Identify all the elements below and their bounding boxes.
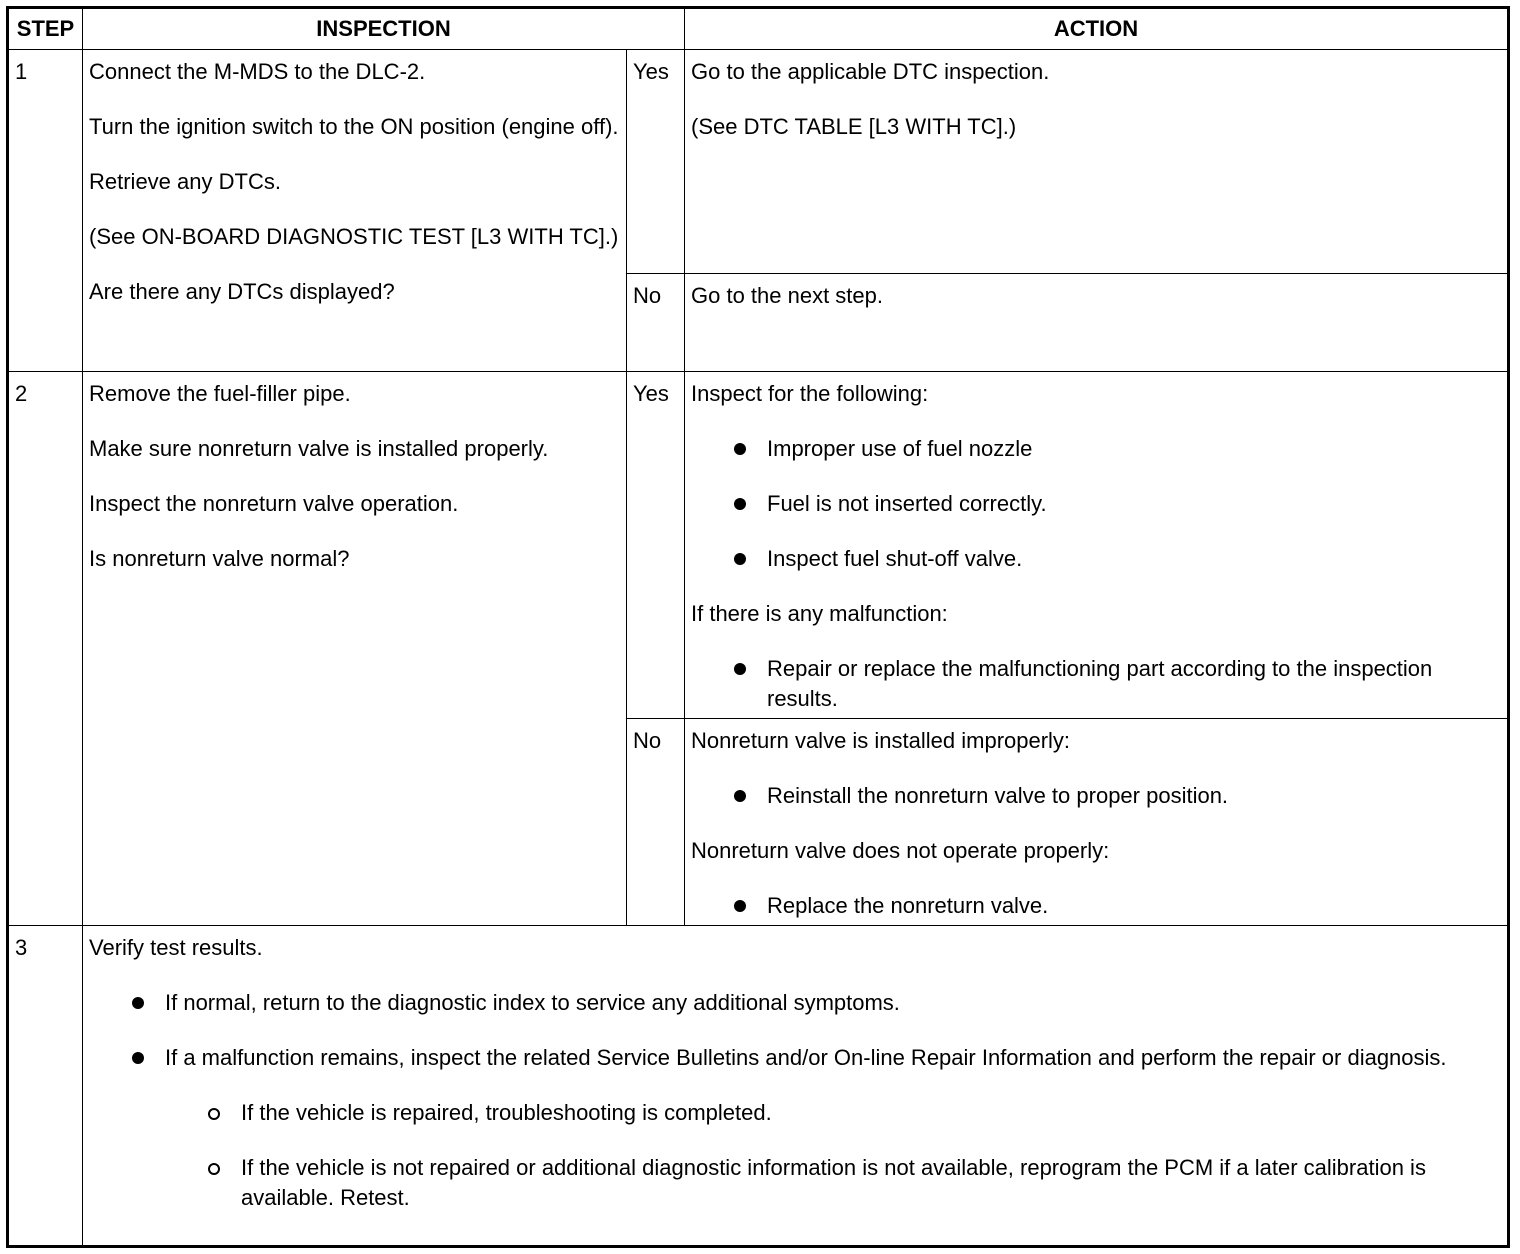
action-header: ACTION — [685, 8, 1509, 50]
step3-row — [8, 926, 1509, 1247]
list-item: Reinstall the nonreturn valve to proper position. — [731, 781, 1501, 811]
list-item: Repair or replace the malfunctioning part according to the inspection results. — [731, 654, 1501, 714]
step1-yes-label: Yes — [627, 50, 685, 274]
step2-yes-action — [685, 372, 1509, 719]
step1-no-action-line: Go to the next step. — [691, 283, 884, 308]
list-item: If the vehicle is repaired, troubleshooting is completed. — [203, 1098, 1501, 1128]
step1-yes-row — [8, 50, 1509, 274]
list-item — [129, 1043, 1501, 1213]
step3-bullet2-text: If a malfunction remains, inspect the related Service Bulletins and/or On-line Repair Information and perform the repair or diagnosis. — [165, 1045, 1447, 1070]
step-header: STEP — [8, 8, 83, 50]
step2-yes-intro: Inspect for the following: — [691, 381, 929, 406]
step2-number: 2 — [8, 372, 83, 926]
step1-number: 1 — [8, 50, 83, 372]
step1-yes-action — [685, 50, 1509, 274]
inspection-header: INSPECTION — [83, 8, 685, 50]
step2-yes-label: Yes — [627, 372, 685, 719]
step3-content — [83, 926, 1509, 1247]
step1-inspection-line: Turn the ignition switch to the ON position (engine off). — [89, 114, 619, 139]
list-item: If the vehicle is not repaired or additional diagnostic information is not available, reprogram the PCM if a later calibration is available. Retest. — [203, 1153, 1501, 1213]
header-row — [8, 8, 1509, 50]
step2-inspection-line: Make sure nonreturn valve is installed properly. — [89, 436, 549, 461]
step1-inspection-line: Connect the M-MDS to the DLC-2. — [89, 59, 426, 84]
step3-bullet-list — [89, 988, 1501, 1213]
step1-question: Are there any DTCs displayed? — [89, 279, 395, 304]
step2-inspection-line: Remove the fuel-filler pipe. — [89, 381, 351, 406]
step2-yes-bullet-list — [691, 434, 1501, 574]
step2-no-label: No — [627, 719, 685, 926]
step1-inspection — [83, 50, 627, 372]
step2-no-bullet-list-1 — [691, 781, 1501, 811]
step1-inspection-line: Retrieve any DTCs. — [89, 169, 281, 194]
step2-inspection-line: Inspect the nonreturn valve operation. — [89, 491, 459, 516]
step1-no-label: No — [627, 274, 685, 372]
step1-inspection-line: (See ON-BOARD DIAGNOSTIC TEST [L3 WITH TC].) — [89, 224, 619, 249]
step3-intro: Verify test results. — [89, 935, 263, 960]
step2-yes-malfunction-list — [691, 654, 1501, 714]
step2-no-intro1: Nonreturn valve is installed improperly: — [691, 728, 1071, 753]
list-item: Improper use of fuel nozzle — [731, 434, 1501, 464]
step2-no-action — [685, 719, 1509, 926]
list-item: Replace the nonreturn valve. — [731, 891, 1501, 921]
list-item: Fuel is not inserted correctly. — [731, 489, 1501, 519]
step3-sub-bullet-list — [203, 1098, 1501, 1213]
step2-no-intro2: Nonreturn valve does not operate properly: — [691, 838, 1110, 863]
step1-yes-action-line: Go to the applicable DTC inspection. — [691, 59, 1050, 84]
step2-yes-row — [8, 372, 1509, 719]
step2-question: Is nonreturn valve normal? — [89, 546, 350, 571]
step2-yes-malfunction: If there is any malfunction: — [691, 601, 948, 626]
step3-number: 3 — [8, 926, 83, 1247]
step2-no-bullet-list-2 — [691, 891, 1501, 921]
list-item: Inspect fuel shut-off valve. — [731, 544, 1501, 574]
step2-inspection — [83, 372, 627, 926]
step1-yes-action-line: (See DTC TABLE [L3 WITH TC].) — [691, 114, 1017, 139]
list-item: If normal, return to the diagnostic index to service any additional symptoms. — [129, 988, 1501, 1018]
step1-no-action — [685, 274, 1509, 372]
troubleshooting-table — [6, 6, 1510, 1248]
